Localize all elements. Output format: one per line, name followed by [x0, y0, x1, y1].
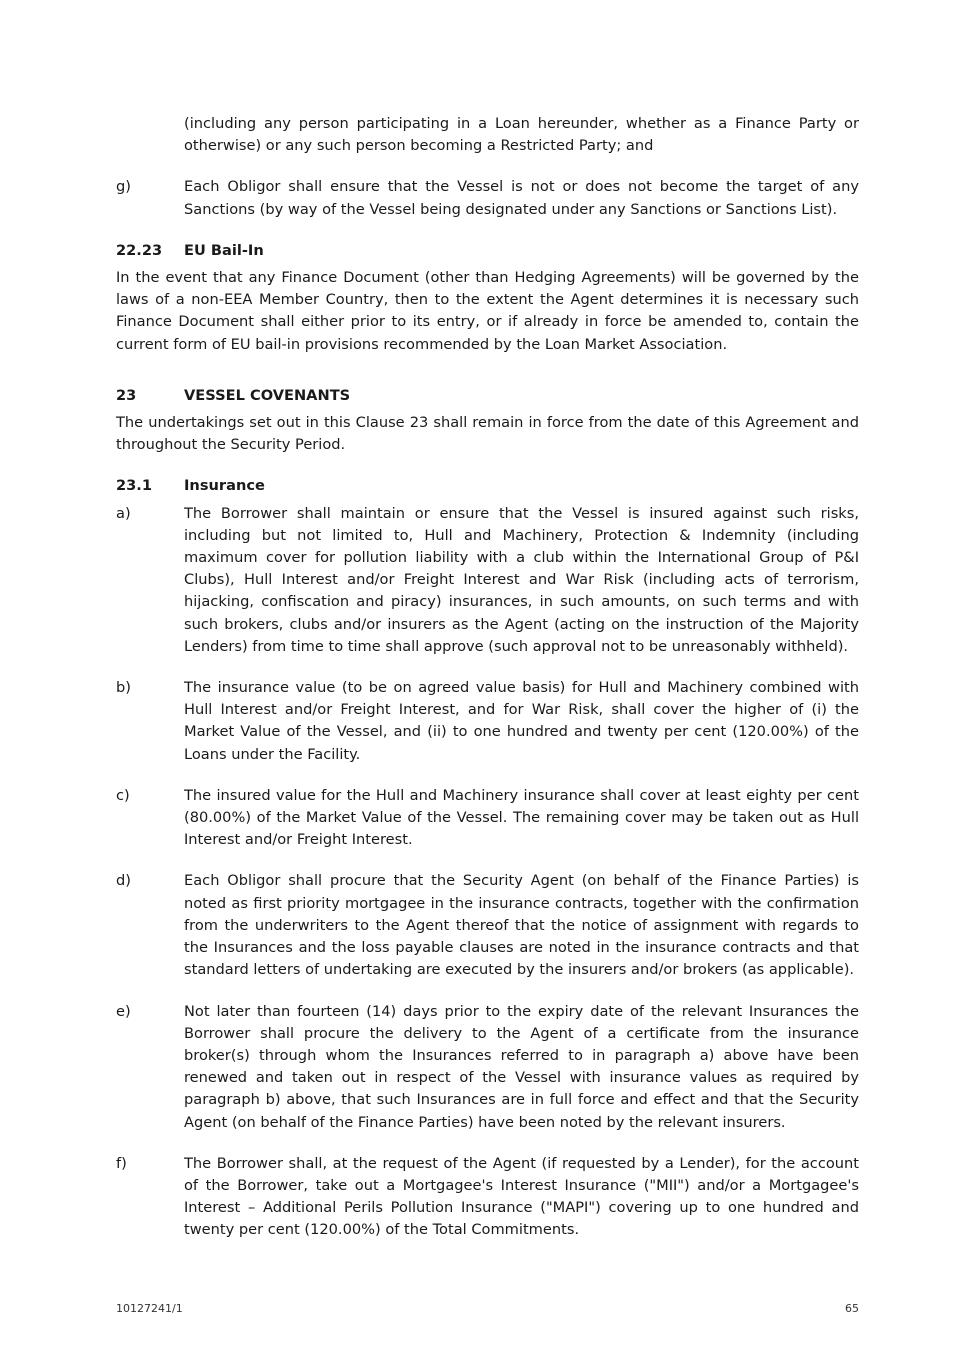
list-item-text: The insurance value (to be on agreed value basis) for Hull and Machinery combined with Hull Interest and/or Freight Interest, and for War Risk, shall cover the higher of (i) the Market Value of the Vessel, and (ii) to one hundred and twenty per cent (120.00%) of the Loans under the Facility. [184, 679, 859, 763]
list-item-c [116, 785, 859, 852]
document-id: 10127241/1 [116, 1302, 183, 1315]
document-page [116, 113, 859, 1242]
list-marker: b) [116, 679, 131, 697]
list-item-g [116, 176, 859, 220]
list-item-text: Each Obligor shall procure that the Security Agent (on behalf of the Finance Parties) is noted as first priority mortgagee in the insurance contracts, together with the confirmation from the underwriters to the Agent thereof that the notice of assignment with regards to the Insurances and the loss payable clauses are noted in the insurance contracts and that standard letters of undertaking are executed by the insurers and/or brokers (as applicable). [184, 872, 859, 979]
list-item-text: Each Obligor shall ensure that the Vessel is not or does not become the target of any Sanctions (by way of the Vessel being designated under any Sanctions or Sanctions List). [184, 178, 859, 218]
list-item-text: The Borrower shall maintain or ensure that the Vessel is insured against such risks, including but not limited to, Hull and Machinery, Protection & Indemnity (including maximum cover for pollution liability with a club within the International Group of P&I Clubs), Hull Interest and/or Freight Interest and War Risk (including acts of terrorism, hijacking, confiscation and piracy) insurances, in such amounts, on such terms and with such brokers, clubs and/or insurers as the Agent (acting on the instruction of the Majority Lenders) from time to time shall approve (such approval not to be unreasonably withheld). [184, 504, 859, 655]
clause-number: 23 [116, 386, 137, 404]
list-item-text: Not later than fourteen (14) days prior to the expiry date of the relevant Insurances the Borrower shall procure the delivery to the Agent of a certificate from the insurance broker(s) through whom the Insurances referred to in paragraph a) above have been renewed and taken out in respect of the Vessel with insurance values as required by paragraph b) above, that such Insurances are in full force and effect and that the Security Agent (on behalf of the Finance Parties) have been noted by the relevant insurers. [184, 1002, 859, 1131]
list-item-a [116, 503, 859, 658]
list-marker: g) [116, 178, 131, 196]
section-heading-22-23 [116, 240, 859, 262]
list-item-d [116, 870, 859, 981]
list-marker: a) [116, 504, 131, 522]
list-item-text: The Borrower shall, at the request of the Agent (if requested by a Lender), for the account of the Borrower, take out a Mortgagee's Interest Insurance ("MII") and/or a Mortgagee's Interest – Additional Perils Pollution Insurance ("MAPI") covering up to one hundred and twenty per cent (120.00%) of the Total Commitments. [184, 1154, 859, 1239]
section-title: EU Bail-In [184, 241, 264, 259]
list-marker: f) [116, 1154, 127, 1172]
section-number: 23.1 [116, 477, 153, 495]
list-item-text: The insured value for the Hull and Machinery insurance shall cover at least eighty per cent (80.00%) of the Market Value of the Vessel. The remaining cover may be taken out as Hull Interest and/or Freight Interest. [184, 786, 859, 849]
list-marker: e) [116, 1002, 131, 1020]
clause-title: VESSEL COVENANTS [184, 386, 351, 404]
section-title: Insurance [184, 477, 265, 495]
section-heading-23-1 [116, 475, 859, 497]
list-item-b [116, 677, 859, 766]
list-item-e [116, 1001, 859, 1134]
clause-body-23: The undertakings set out in this Clause 23 shall remain in force from the date of this Agreement and throughout the Security Period. [116, 414, 859, 454]
clause-heading-23 [116, 385, 859, 407]
page-footer [116, 1302, 859, 1315]
list-item-f [116, 1153, 859, 1242]
page-number: 65 [845, 1302, 859, 1315]
continuation-paragraph: (including any person participating in a Loan hereunder, whether as a Finance Party or otherwise) or any such person becoming a Restricted Party; and [184, 115, 859, 155]
list-marker: d) [116, 872, 131, 890]
section-number: 22.23 [116, 241, 163, 259]
list-marker: c) [116, 786, 130, 804]
section-body-22-23: In the event that any Finance Document (other than Hedging Agreements) will be governed by the laws of a non-EEA Member Country, then to the extent the Agent determines it is necessary such Finance Document shall either prior to its entry, or if already in force be amended to, contain the current form of EU bail-in provisions recommended by the Loan Market Association. [116, 269, 859, 353]
